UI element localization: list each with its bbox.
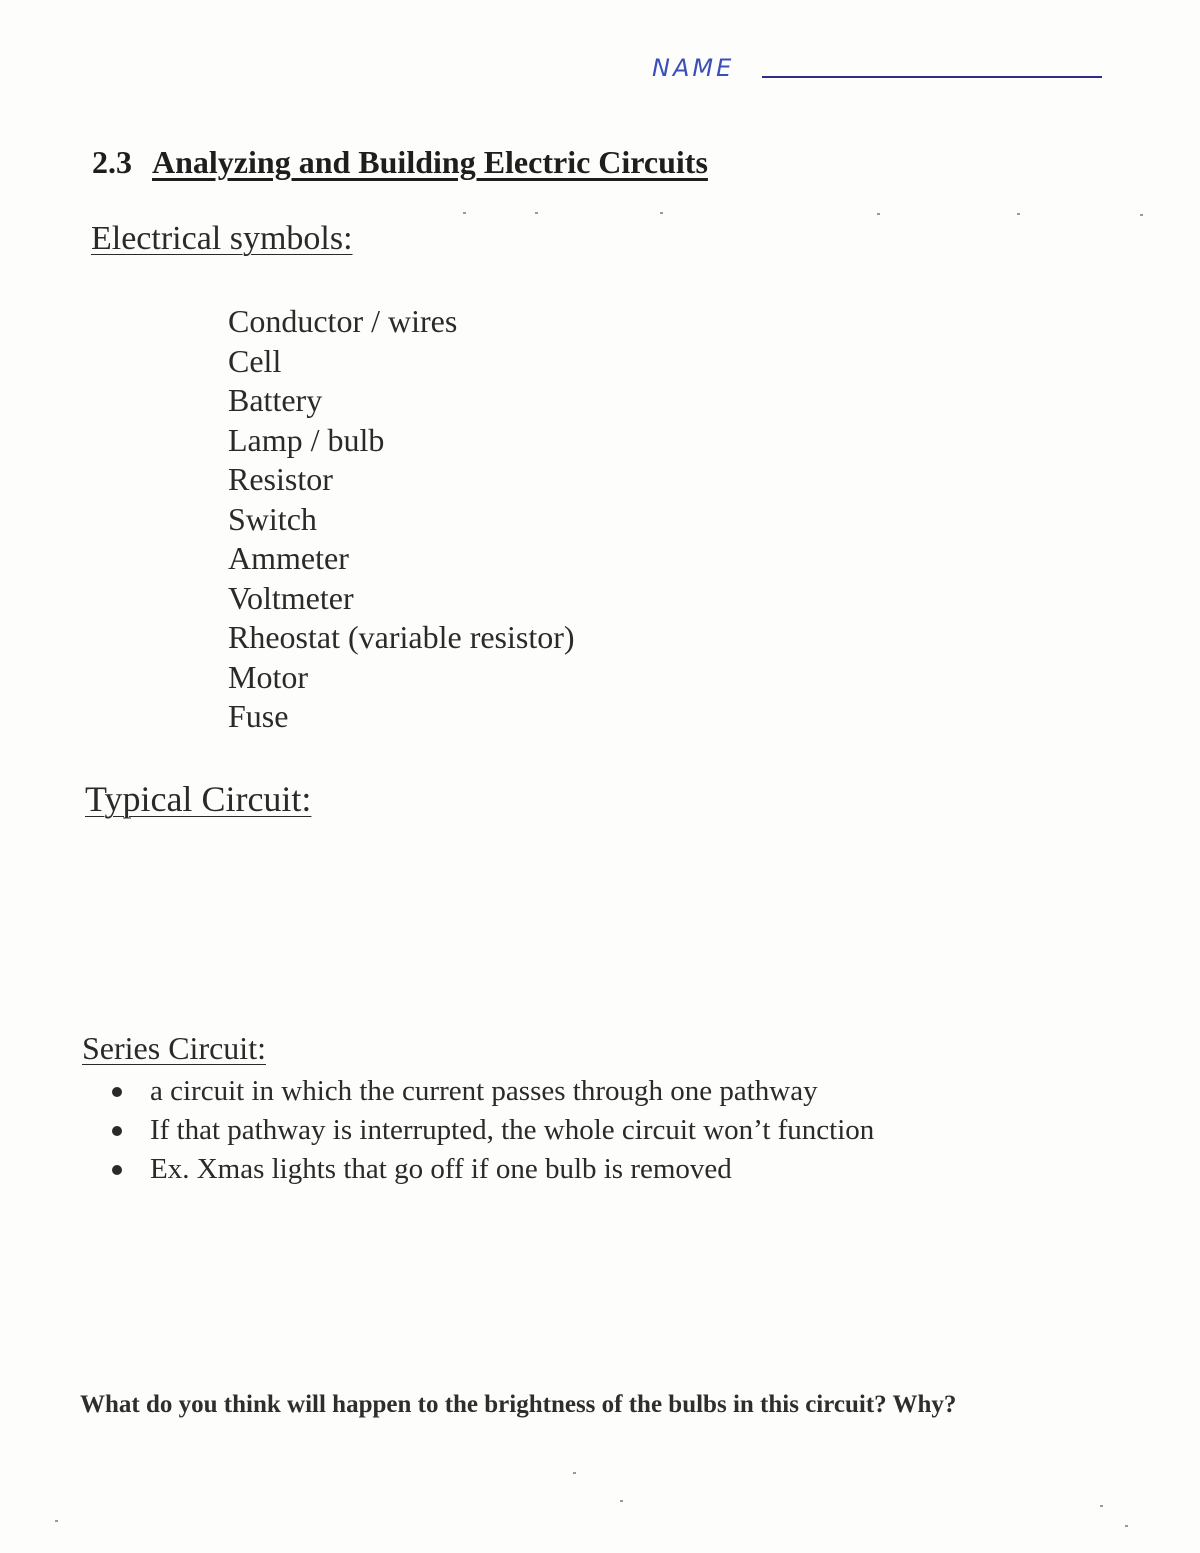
- scan-speck: [535, 212, 538, 214]
- symbol-item-ammeter: Ammeter: [228, 540, 349, 576]
- bullet-text: If that pathway is interrupted, the whole circuit won’t function: [150, 1114, 875, 1146]
- electrical-symbols-heading: Electrical symbols:: [91, 220, 353, 257]
- scan-speck: [463, 212, 466, 214]
- symbol-item-fuse: Fuse: [228, 698, 289, 734]
- symbol-item-motor: Motor: [228, 658, 308, 695]
- scan-speck: [573, 1472, 576, 1474]
- brightness-question: What do you think will happen to the brightness of the bulbs in this circuit? Why?: [80, 1391, 957, 1418]
- list-item: [112, 1150, 874, 1189]
- name-blank-line: [762, 76, 1102, 78]
- typical-circuit-heading: Typical Circuit:: [85, 779, 312, 819]
- scan-speck: [1140, 214, 1143, 216]
- list-item: [112, 1072, 874, 1111]
- bullet-text: a circuit in which the current passes through one pathway: [150, 1075, 818, 1107]
- series-circuit-heading: Series Circuit:: [82, 1030, 266, 1066]
- symbol-item-switch: Switch: [228, 500, 317, 537]
- symbol-item-conductor: Conductor / wires: [228, 303, 458, 339]
- electrical-symbols-list: [228, 302, 575, 737]
- symbol-item-battery: Battery: [228, 382, 323, 418]
- symbol-item-rheostat: Rheostat (variable resistor): [228, 619, 575, 655]
- name-label: NAME: [652, 54, 735, 82]
- scan-speck: [1017, 213, 1020, 215]
- scan-speck: [55, 1520, 58, 1522]
- bullet-icon: [112, 1126, 122, 1136]
- scan-speck: [1125, 1525, 1128, 1527]
- series-circuit-bullets: [112, 1072, 874, 1189]
- symbol-item-cell: Cell: [228, 342, 282, 379]
- bullet-icon: [112, 1165, 122, 1175]
- list-item: [112, 1111, 874, 1150]
- scan-speck: [660, 212, 663, 214]
- symbol-item-lamp: Lamp / bulb: [228, 421, 385, 458]
- symbol-item-voltmeter: Voltmeter: [228, 579, 354, 616]
- scan-speck: [1100, 1505, 1103, 1507]
- section-number: 2.3: [92, 144, 132, 180]
- bullet-icon: [112, 1087, 122, 1097]
- symbol-item-resistor: Resistor: [228, 461, 333, 497]
- bullet-text: Ex. Xmas lights that go off if one bulb is removed: [150, 1153, 732, 1185]
- section-title: Analyzing and Building Electric Circuits: [152, 144, 708, 180]
- scan-speck: [877, 213, 880, 215]
- scan-speck: [620, 1500, 623, 1502]
